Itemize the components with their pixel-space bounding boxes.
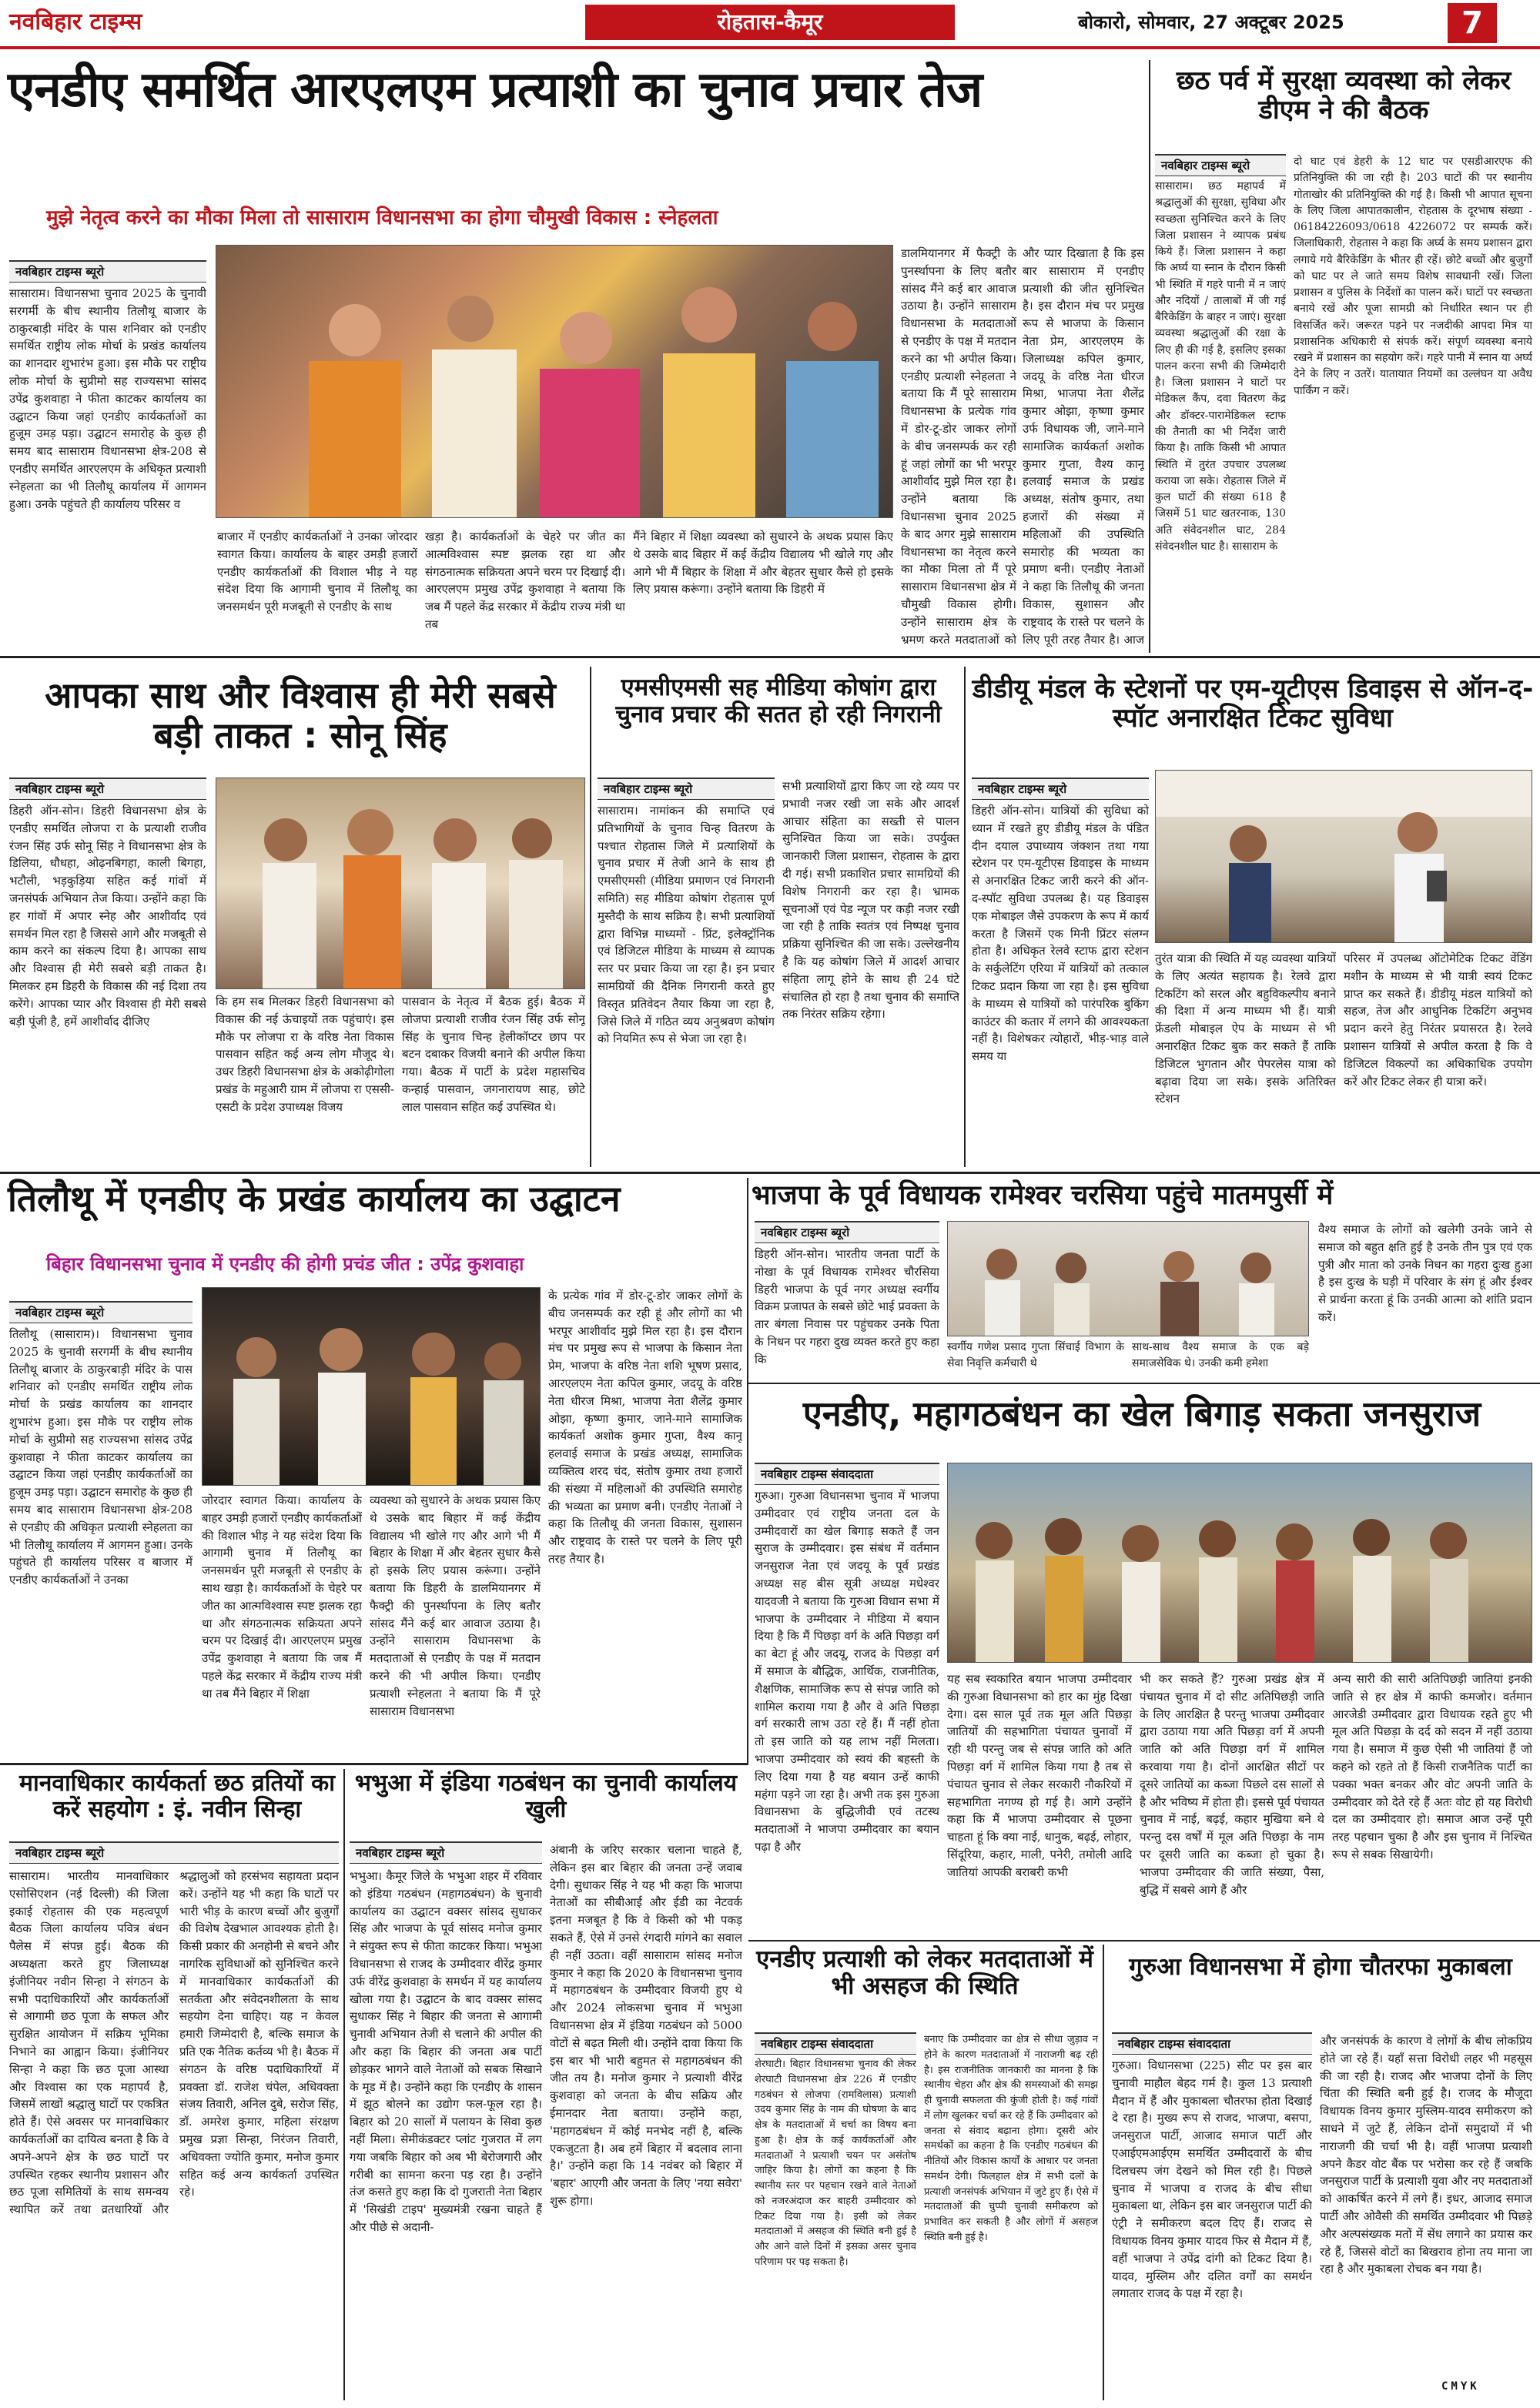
story1-photo — [216, 245, 893, 518]
divider — [590, 667, 591, 1167]
tilauthu-col1: तिलौथू (सासाराम)। विधानसभा चुनाव 2025 के चुनावी सरगर्मी के बीच स्थानीय तिलौथू बाजार के ठाकुरबाड़ी मंदिर के पास शनिवार को एनडीए समर्थित राष्ट्रीय लोक मोर्चा के प्रखंड कार्यालय का शानदार शुभारंभ हुआ। इस मौके पर राष्ट्रीय लोक मोर्चा के सुप्रीमो सह राज्यसभा सांसद उपेंद्र कुशवाहा ने फीता काटकर कार्यालय का उद्घाटन किया जहां एनडीए कार्यकर्ताओं का हुजूम उमड़ पड़ा। उद्घाटन समारोह के कुछ ही समय बाद सासाराम विधानसभा क्षेत्र-208 से एनडीए की अधिकृत प्रत्याशी स्नेहलता का भी तिलौथू कार्यालय में आगमन हुआ। उनके पहुंचते ही कार्यालय परिसर व बाजार में एनडीए कार्यकर्ताओं ने उनका — [9, 1327, 192, 1587]
bhajpa-caption2: साथ-साथ वैश्य समाज के एक बड़े समाजसेविक थे। उनकी कमी हमेशा — [1132, 1341, 1309, 1370]
story1-col1: सासाराम। विधानसभा चुनाव 2025 के चुनावी सरगर्मी के बीच स्थानीय तिलौथू बाजार के ठाकुरबाड़ी मंदिर के पास शनिवार को एनडीए समर्थित राष्ट्रीय लोक मोर्चा के प्रखंड कार्यालय का शानदार शुभारंभ हुआ। इस मौके पर राष्ट्रीय लोक मोर्चा के सुप्रीमो सह राज्यसभा सांसद उपेंद्र कुशवाहा ने फीता काटकर कार्यालय का उद्घाटन किया जहां एनडीए कार्यकर्ताओं का हुजूम उमड़ पड़ा। उद्घाटन समारोह के कुछ ही समय बाद सासाराम विधानसभा क्षेत्र-208 से एनडीए समर्थित आरएलएम के अधिकृत प्रत्याशी स्नेहलता का भी तिलौथू कार्यालय में आगमन हुआ। उनके पहुंचते ही कार्यालय परिसर व — [9, 286, 206, 511]
human-rights-col1: सासाराम। भारतीय मानवाधिकार एसोसिएशन (नई दिल्ली) की जिला इकाई रोहतास की एक महत्वपूर्ण बैठक जिला कार्यालय पवित्र बंधन पैलेस में संपन्न हुई। बैठक की अध्यक्षता करते हुए जिलाध्यक्ष इंजीनियर नवीन सिन्हा ने संगठन के सभी पदाधिकारियों और कार्यकर्ताओं से आगामी छठ पूजा के सफल और सुरक्षित आयोजन में सक्रिय भूमिका निभाने का आह्वान किया। इंजीनियर सिन्हा ने कहा कि छठ पूजा आस्था और विश्वास का एक महापर्व है, जिसमें लाखों श्रद्धालु घाटों पर एकत्रित होते हैं। ऐसे अवसर पर मानवाधिकार कार्यकर्ताओं का दायित्व बनता है कि वे अपने-अपने क्षेत्र के छठ घाटों पर उपस्थित रहकर स्थानीय प्रशासन और छठ पूजा समितियों के साथ समन्वय स्थापित करें तथा व्रतधारियों और श्रद्धालुओं को हरसंभव सहायता प्रदान करें। उन्होंने यह भी कहा कि घाटों पर भारी भीड़ के कारण बच्चों और बुजुर्गों की विशेष देखभाल आवश्यक होती है। किसी प्रकार की अनहोनी से बचने और नागरिक सुविधाओं को सुनिश्चित करने में मानवाधिकार कार्यकर्ताओं की सतर्कता और संवेदनशीलता के साथ सहयोग देना चाहिए। यह न केवल हमारी जिम्मेदारी है, बल्कि समाज के प्रति एक नैतिक कर्तव्य भी है। बैठक में संगठन के वरिष्ठ पदाधिकारियों में प्रवक्ता डॉ. राजेश चंपेल, अधिवक्ता संजय तिवारी, अनिल दुबे, सरोज सिंह, डॉ. अमरेश कुमार, महिला संरक्षण प्रमुख प्रज्ञा सिन्हा, निरंजन तिवारी, अधिवक्ता ज्योति कुमार, मनोज कुमार सहित कई अन्य कार्यकर्ता उपस्थित रहे। — [9, 1869, 339, 2217]
nda-voters-headline: एनडीए प्रत्याशी को लेकर मतदाताओं में भी असहज की स्थिति — [756, 1945, 1093, 2000]
sonu-col1: डिहरी ऑन-सोन। डिहरी विधानसभा क्षेत्र के एनडीए समर्थित लोजपा रा के प्रत्याशी राजीव रंजन सिंह उर्फ सोनू सिंह ने विधानसभा क्षेत्र के डिलिया, धौधहा, ओढ़नबिगहा, काली बिगहा, भटौली, भड़कुड़िया सहित कई गांवों में जनसंपर्क अभियान तेज किया। उन्होंने कहा कि हर गांवों में अपार स्नेह और आशीर्वाद एवं समर्थन मिल रहा है जिससे आगे और मजबूती से काम करने का संकल्प दिया है। आपका साथ और विश्वास ही मेरी सबसे बड़ी ताकत है। मिलकर हम डिहरी के विकास की नई दिशा तय करेंगे। आपका प्यार और विश्वास ही मेरी सबसे बड़ी पूंजी है, हमें आशीर्वाद दीजिए — [9, 804, 206, 1028]
chhath-headline: छठ पर्व में सुरक्षा व्यवस्था को लेकर डीएम ने की बैठक — [1176, 65, 1512, 126]
mcmc-headline: एमसीएमसी सह मीडिया कोषांग द्वारा चुनाव प्रचार की सतत हो रही निगरानी — [615, 674, 942, 728]
story1-subhead: मुझे नेतृत्व करने का मौका मिला तो सासाराम विधानसभा का होगा चौमुखी विकास : स्नेहलता — [46, 206, 718, 229]
bhajpa-caption1: स्वर्गीय गणेश प्रसाद गुप्ता सिंचाई विभाग के सेवा निवृत्ति कर्मचारी थे — [947, 1341, 1124, 1370]
tilauthu-headline: तिलौथू में एनडीए के प्रखंड कार्यालय का उद्घाटन — [8, 1178, 621, 1219]
gurua-col1: गुरुआ। विधानसभा (225) सीट पर इस बार चुनावी माहौल बेहद गर्म है। कुल 13 प्रत्याशी मैदान में हैं और मुकाबला चौतरफा होता दिखाई दे रहा है। मुख्य रूप से राजद, भाजपा, बसपा, जनसुराज पार्टी, आजाद समाज पार्टी और एआईएमआईएम समर्थित उम्मीदवारों के बीच दिलचस्प जंग देखने को मिल रही है। पिछले चुनाव में भाजपा व राजद के बीच सीधा मुकाबला था, लेकिन इस बार जनसुराज पार्टी की एंट्री ने समीकरण बदल दिए हैं। राजद से विधायक विनय कुमार यादव फिर से मैदान में हैं, वहीं भाजपा ने उपेंद्र दांगी को टिकट दिया है। यादव, मुस्लिम और दलित वर्गों का समर्थन लगातार राजद के पक्ष में रहा है। — [1112, 2059, 1312, 2301]
divider — [964, 667, 966, 1167]
jansuraj-photo — [947, 1463, 1532, 1663]
office-inauguration-photo-illustration — [203, 1288, 541, 1486]
ddu-photo — [1155, 770, 1532, 943]
story1-col4: मैंने बिहार में शिक्षा व्यवस्था को सुधारने के अथक प्रयास किए थे उसके बाद बिहार में कई केंद्रीय विद्यालय भी खोले गए और आगे भी मैं बिहार के शिक्षा में और बेहतर सुधार कैसे हो इसके लिए प्रयास करूंगा। उन्होंने बताया कि डिहरी में — [633, 530, 893, 597]
nda-voters-col2: बनाए कि उम्मीदवार का क्षेत्र से सीधा जुड़ाव न होने के कारण मतदाताओं में नाराजगी बढ़ रही है। इस राजनीतिक जानकारी का मानना है कि स्थानीय चेहरा और क्षेत्र की समस्याओं की समझ ही चुनावी सफलता की कुंजी होती है। कई गांवों में लोग खुलकर चर्चा कर रहे हैं कि उम्मीदवार को जनता से संवाद बढ़ाना होगा। दूसरी ओर समर्थकों का कहना है कि एनडीए गठबंधन की नीतियों और विकास कार्यों के आधार पर जनता समर्थन देगी। फिलहाल क्षेत्र में सभी दलों के प्रत्याशी जनसंपर्क अभियान में जुटे हुए हैं। ऐसे में मतदाताओं की चुप्पी चुनावी समीकरण को प्रभावित कर सकती है और लोगों में असहज स्थिति बनी हुई है। — [924, 2034, 1098, 2243]
ddu-headline: डीडीयू मंडल के स्टेशनों पर एम-यूटीएस डिवाइस से ऑन-द-स्पॉट अनारक्षित टिकट सुविधा — [972, 674, 1534, 734]
human-rights-byline: नवबिहार टाइम्स ब्यूरो — [9, 1841, 339, 1864]
divider — [748, 1383, 1540, 1384]
ddu-col3: परिसर में उपलब्ध ऑटोमेटिक टिकट वेंडिंग मशीन के माध्यम से भी यात्री स्वयं टिकट प्राप्त कर सकते हैं। डीडीयू मंडल यात्रियों को सहज, तेज और आधुनिक टिकटिंग अनुभव प्रदान करने हेतु निरंतर प्रयासरत है। रेलवे प्रशासन यात्रियों से अपील करता है कि वे डिजिटल विकल्पों का अधिकाधिक उपयोग करें और टिकट लेकर ही यात्रा करें। — [1344, 951, 1532, 1089]
crowd-photo-illustration — [216, 246, 893, 518]
story1-headline: एनडीए समर्थित आरएलएम प्रत्याशी का चुनाव प्रचार तेज — [8, 62, 983, 119]
mcmc-col2: सभी प्रत्याशियों द्वारा किए जा रहे व्यय पर प्रभावी नजर रखी जा सके और आदर्श आचार संहिता का सख्ती से पालन सुनिश्चित किया जा सके। उपर्युक्त जानकारी जिला प्रशासन, रोहतास के द्वारा दी गई। सभी प्रकाशित प्रचार सामग्रियों की विशेष निगरानी कर रहा है। भ्रामक सूचनाओं एवं पेड न्यूज पर कड़ी नजर रखी जा रही है ताकि स्वतंत्र एवं निष्पक्ष चुनाव प्रक्रिया सुनिश्चित की जा सके। उल्लेखनीय है कि यह कोषांग जिले में आदर्श आचार संहिता लागू होने के साथ ही 24 घंटे संचालित हो रहा है तथा चुनाव की समाप्ति तक निरंतर सक्रिय रहेगा। — [782, 779, 959, 1022]
villagers-photo-illustration — [948, 1463, 1532, 1663]
gurua-col2: और जनसंपर्क के कारण वे लोगों के बीच लोकप्रिय होते जा रहे हैं। यहाँ सत्ता विरोधी लहर भी महसूस की जा रही है। राजद और भाजपा दोनों के लिए चिंता की स्थिति बनी हुई है। राजद के मौजूदा विधायक विनय कुमार मुस्लिम-यादव समीकरण को साधने में जुटे हैं, लेकिन दोनों समुदायों में भी नाराजगी की चर्चा भी है। वहीं भाजपा प्रत्याशी अपने कैडर वोट बैंक पर भरोसा कर रहे हैं जबकि जनसुराज पार्टी के प्रत्याशी युवा और नए मतदाताओं को आकर्षित करने में लगे हैं। इधर, आजाद समाज पार्टी और ओवैसी की समर्थित उम्मीदवार भी पिछड़े और अल्पसंख्यक मतों में सेंध लगाने का प्रयास कर रहे हैं, जिससे वोटों का बिखराव होना तय माना जा रहा है और मुकाबला रोचक बन गया है। — [1320, 2034, 1532, 2276]
rally-photo-illustration — [216, 778, 585, 989]
bhabhua-byline: नवबिहार टाइम्स ब्यूरो — [350, 1841, 542, 1864]
tilauthu-byline: नवबिहार टाइम्स ब्यूरो — [9, 1301, 192, 1323]
dateline: बोकारो, सोमवार, 27 अक्टूबर 2025 — [1078, 12, 1344, 33]
tilauthu-col3: व्यवस्था को सुधारने के अथक प्रयास किए थे उसके बाद बिहार में कई केंद्रीय विद्यालय भी खोले गए और आगे भी मैं बिहार के शिक्षा में और बेहतर सुधार कैसे हो इसके लिए प्रयास करूंगा। उन्होंने बताया कि डिहरी के डालमियानगर में फैक्ट्री की पुनर्स्थापना के लिए बतौर सांसद मैंने कई बार आवाज उठाया है। उन्होंने सासाराम विधानसभा के मतदाताओं से एनडीए के पक्ष में मतदान करने की भी अपील किया। एनडीए प्रत्याशी स्नेहलता ने बताया कि मैं पूरे सासाराम विधानसभा — [370, 1493, 541, 1718]
tilauthu-col4: के प्रत्येक गांव में डोर-टू-डोर जाकर लोगों के बीच जनसम्पर्क कर रही हूं और लोगों का भी भरपूर आशीर्वाद मुझे मिल रहा है। इस दौरान मंच पर प्रमुख रूप से भाजपा के किसान नेता प्रेम, भाजपा के वरिष्ठ नेता शशि भूषण प्रसाद, आरएलएम नेता कपिल कुमार, जदयू के वरिष्ठ नेता धीरज मिश्रा, भाजपा नेता शैलेंद्र कुमार ओझा, कृष्णा कुमार, जाने-माने सामाजिक कार्यकर्ता अशोक कुमार गुप्ता, वैश्य कानू हलवाई समाज के प्रखंड अध्यक्ष, सामाजिक व्यक्तित्व शरद चंद, संतोष कुमार तथा हजारों की संख्या में महिलाओं की उपस्थिति समारोह की भव्यता का प्रमाण बनी। एनडीए नेताओं ने कहा कि तिलौथू की जनता विकास, सुशासन और राष्ट्रवाद के रास्ते पर चलने के लिए पूरी तरह तैयार है। — [548, 1289, 742, 1566]
divider — [747, 1178, 748, 1763]
bhajpa-col2: वैश्य समाज के लोगों को खलेगी उनके जाने से समाज को बहुत क्षति हुई है उनके तीन पुत्र एवं एक पुत्री और माता को उनके निधन का गहरा दुःख हुआ है इस दुःख के घड़ी में परिवार के संग हूं और ईश्वर से प्रार्थना करता हूं कि उनकी आत्मा को शांति प्रदान करें। — [1318, 1222, 1532, 1324]
story1-byline: नवबिहार टाइम्स ब्यूरो — [9, 260, 206, 283]
tilauthu-photo — [202, 1287, 541, 1486]
section-name: रोहतास-कैमूर — [585, 5, 955, 40]
divider — [1149, 60, 1150, 653]
tilauthu-subhead: बिहार विधानसभा चुनाव में एनडीए की होगी प्रचंड जीत : उपेंद्र कुशवाहा — [46, 1253, 524, 1275]
bhabhua-headline: भभुआ में इंडिया गठबंधन का चुनावी कार्यालय खुली — [354, 1770, 738, 1823]
chhath-byline: नवबिहार टाइम्स ब्यूरो — [1155, 154, 1286, 176]
page-number: 7 — [1448, 3, 1497, 43]
registration-marks: CMYK — [1441, 2380, 1480, 2393]
nda-voters-byline: नवबिहार टाइम्स संवाददाता — [755, 2032, 916, 2055]
mcmc-col1: सासाराम। नामांकन की समाप्ति एवं प्रतिभागियों के चुनाव चिन्ह वितरण के पश्चात रोहतास जिले में प्रत्याशियों के चुनाव प्रचार में तेजी आने के साथ ही एमसीएमसी (मीडिया प्रमाणन एवं निगरानी समिति) सह मीडिया कोषांग रोहतास पूर्ण मुस्तैदी के साथ सक्रिय है। सभी प्रत्याशियों द्वारा विभिन्न माध्यमों - प्रिंट, इलेक्ट्रॉनिक एवं डिजिटल मीडिया के माध्यम से व्यापक स्तर पर प्रचार किया जा रहा है। इन प्रचार सामग्रियों की दैनिक निगरानी करते हुए विस्तृत प्रतिवेदन तैयार किया जा रहा है, जिसे जिले में गठित व्यय अनुश्रवण कोषांग को नियमित रूप से भेजा जा रहा है। — [598, 804, 775, 1046]
chhath-col2: दो घाट एवं डेहरी के 12 घाट पर एसडीआरएफ की प्रतिनियुक्ति की जा रही है। 203 घाटों की पर स्थानीय गोताखोर की प्रतिनियुक्ति की गई है। किसी भी आपात सूचना के लिए जिला आपातकालीन, रोहतास के दूरभाष संख्या - 06184226093/0618 4226072 पर सम्पर्क करें। जिलाधिकारी, रोहतास ने कहा कि अर्घ्य के समय प्रशासन द्वारा लगाये गये बैरिकेडिंग के भीतर ही रहें। छोटे बच्चों और बुजुर्गों को घाट पर ले जाते समय विशेष सावधानी रखें। जिला प्रशासन व पुलिस के निर्देशों का पालन करें। घाटों पर स्वच्छता बनाये रखें और पूजा सामग्री को निर्धारित स्थान पर ही विसर्जित करें। जरूरत पड़ने पर नजदीकी आपदा मित्र या प्रशासनिक अधिकारी से संपर्क करें। संपूर्ण व्यवस्था बनाये रखने में प्रशासन का सहयोग करें। गहरे पानी में स्नान या अर्घ्य देने के लिए न उतरें। यातायात नियमों का उल्लंघन या अवैध पार्किंग न करें। — [1294, 156, 1532, 397]
story1-col6-block: और प्यार दिखाता है कि इस बार सासाराम में एनडीए प्रत्याशी की जीत सुनिश्चित है। इस दौरान मंच पर प्रमुख रूप से भाजपा के किसान नेता प्रेम, आरएलएम के जिलाध्यक्ष कपिल कुमार, जदयू के वरिष्ठ नेता धीरज मिश्रा, भाजपा नेता शैलेंद्र कुमार ओझा, कृष्णा कुमार उर्फ विधायक जी, जाने-माने सामाजिक कार्यकर्ता अशोक कुमार गुप्ता, वैश्य कानू हलवाई समाज के प्रखंड अध्यक्ष, संतोष कुमार, तथा हजारों की संख्या में महिलाओं की उपस्थिति समारोह की भव्यता का प्रमाण बनी। एनडीए नेताओं ने कहा कि तिलौथू की जनता विकास, सुशासन और राष्ट्रवाद के रास्ते पर चलने के लिए पूरी तरह तैयार है। आज — [1023, 246, 1144, 647]
ddu-byline: नवबिहार टाइम्स ब्यूरो — [972, 778, 1149, 800]
bhabhua-col1: भभुआ। कैमूर जिले के भभुआ शहर में रविवार को इंडिया गठबंधन (महागठबंधन) के चुनावी कार्यालय का उद्घाटन वक्सर सांसद सुधाकर सिंह और भाजपा के पूर्व सांसद मनोज कुमार ने संयुक्त रूप से फीता काटकर किया। भभुआ विधानसभा से राजद के उम्मीदवार वीरेंद्र कुमार उर्फ वीरेंद्र कुशवाहा के समर्थन में यह कार्यालय खोला गया है। उद्घाटन के बाद वक्सर सांसद सुधाकर सिंह ने बिहार की जनता से आगामी चुनावी अभियान तेजी से चलाने की अपील की और कहा कि बिहार की जनता अब पार्टी छोड़कर भागने वाले नेताओं को सबक सिखाने के मूड में है। उन्होंने कहा कि एनडीए के शासन में झूठ बोलने का उद्योग फल-फूल रहा है। बिहार को 20 सालों में पलायन के सिवा कुछ नहीं मिला। सेमीकंडक्टर प्लांट गुजरात में लग गया जबकि बिहार को अब भी बेरोजगारी और गरीबी का सामना करना पड़ रहा है। उन्होंने तंज कसते हुए कहा कि दो गुजराती नेता बिहार में 'सिखंडी टाइप' मुख्यमंत्री रखना चाहते हैं और पीछे से अदानी- — [350, 1869, 542, 2234]
tilauthu-col2: जोरदार स्वागत किया। कार्यालय के बाहर उमड़ी हजारों एनडीए कार्यकर्ताओं की विशाल भीड़ ने यह संदेश दिया कि आगामी चुनाव में तिलौथू का जनसमर्थन पूरी मजबूती से एनडीए के साथ खड़ा है। कार्यकर्ताओं के चेहरे पर जीत का आत्मविश्वास स्पष्ट झलक रहा था और संगठनात्मक सक्रियता अपने चरम पर दिखाई दी। आरएलएम प्रमुख उपेंद्र कुशवाहा ने बताया कि जब मैं पहले केंद्र सरकार में केंद्रीय राज्य मंत्री था तब मैंने बिहार में शिक्षा — [202, 1493, 362, 1701]
ddu-col1: डिहरी ऑन-सोन। यात्रियों की सुविधा को ध्यान में रखते हुए डीडीयू मंडल के पंडित दीन दयाल उपाध्याय जंक्शन तथा गया स्टेशन पर एम-यूटीएस डिवाइस के माध्यम से अनारक्षित टिकट जारी करने की ऑन-द-स्पॉट सुविधा उपलब्ध है। यह डिवाइस एक मोबाइल जैसे उपकरण के रूप में कार्य करता है जिसमें एक मिनी प्रिंटर संलग्न होता है। अधिकृत रेलवे स्टाफ द्वारा स्टेशन के सर्कुलेटिंग एरिया में यात्रियों को तत्काल टिकट प्रदान किया जा रहा है। इस सुविधा के माध्यम से यात्रियों को पारंपरिक बुकिंग काउंटर की कतार में लगने की आवश्यकता नहीं है। विशेषकर त्योहारों, भीड़-भाड़ वाले समय या — [972, 804, 1149, 1064]
sonu-byline: नवबिहार टाइम्स ब्यूरो — [9, 778, 206, 800]
divider — [1103, 1945, 1104, 2400]
bhajpa-headline: भाजपा के पूर्व विधायक रामेश्वर चरसिया पहुंचे मातमपुर्सी में — [752, 1180, 1334, 1211]
bhajpa-col1: डिहरी ऑन-सोन। भारतीय जनता पार्टी के नोखा के पूर्व विधायक रामेश्वर चौरसिया डिहरी भाजपा के पूर्व नगर अध्यक्ष स्वर्गीय विक्रम प्रजापत के सबसे छोटे भाई प्रवक्ता के तार बंगला निवास पर पहुंचकर उनके पिता के निधन पर गहरा दुख व्यक्त करते हुए कहा कि — [755, 1247, 939, 1366]
jansuraj-col4: अन्य सारी की सारी अतिपिछड़ी जातियां इनकी जाति से हर क्षेत्र में काफी कमजोर। वर्तमान आरजेडी उम्मीदवार द्वारा विधायक रहते हुए भी मूल अति पिछड़ा के दर्द को सदन में नहीं उठाया गया है। समाज में कुछ ऐसी भी जातियां हैं जो कहने को रहते तो हैं किसी राजनैतिक पार्टी का पक्का भक्त बनकर और वोट अपनी जाति के उम्मीदवार को देते रहे हैं अतः वोट हो यह विरोधी दल का उम्मीदवार हो। समाज आज उन्हें पूरी तरह पहचान चुका है और इस चुनाव में निश्चित रूप से सबक सिखायेगी। — [1332, 1672, 1532, 1861]
sonu-photo — [216, 778, 585, 989]
jansuraj-headline: एनडीए, महागठबंधन का खेल बिगाड़ सकता जनसुराज — [802, 1393, 1481, 1434]
chhath-col1: सासाराम। छठ महापर्व में श्रद्धालुओं की सुरक्षा, सुविधा और स्वच्छता सुनिश्चित करने के लिए जिला प्रशासन ने व्यापक प्रबंध किये हैं। जिला प्रशासन ने कहा कि अर्घ्य या स्नान के दौरान किसी भी स्थिति में गहरे पानी में न जाएं और नदियों / तालाबों में जी गई बैरिकेडिंग के बाहर न जाएं। सुरक्षा व्यवस्था श्रद्धालुओं की रक्षा के लिए ही की गई है, इसलिए इसका पालन करना सभी की जिम्मेदारी है। जिला प्रशासन ने घाटों पर मेडिकल कैंप, दवा वितरण केंद्र और डॉक्टर-पारामेडिकल स्टाफ की तैनाती का भी निर्देश जारी किया है। ताकि किसी भी आपात स्थिति में तुरंत उपचार उपलब्ध कराया जा सके। रोहतास जिले में कुल घाटों की संख्या 618 है जिसमें 51 घाट खतरनाक, 130 अति संवेदनशील घाट, 284 संवेदनशील घाट है। सासाराम के — [1155, 180, 1286, 553]
story1-col3: खड़ा है। कार्यकर्ताओं के चेहरे पर जीत का आत्मविश्वास स्पष्ट झलक रहा था और संगठनात्मक सक्रियता अपने चरम पर दिखाई दी। आरएलएम प्रमुख उपेंद्र कुशवाहा ने बताया कि जब मैं पहले केंद्र सरकार में केंद्रीय राज्य मंत्री था तब — [425, 530, 625, 631]
mcmc-byline: नवबिहार टाइम्स ब्यूरो — [598, 778, 775, 800]
ticket-device-photo-illustration — [1156, 771, 1532, 943]
jansuraj-byline: नवबिहार टाइम्स संवाददाता — [755, 1463, 939, 1485]
paper-name: नवबिहार टाइम्स — [9, 8, 142, 35]
divider — [0, 1172, 1540, 1174]
divider — [0, 656, 1540, 658]
story1-col2: बाजार में एनडीए कार्यकर्ताओं ने उनका जोरदार स्वागत किया। कार्यालय के बाहर उमड़ी हजारों एनडीए कार्यकर्ताओं की विशाल भीड़ ने यह संदेश दिया कि आगामी चुनाव में तिलौथू का जनसमर्थन पूरी मजबूती से एनडीए के साथ — [217, 530, 417, 614]
divider — [0, 1763, 748, 1765]
nda-voters-col1: शेरघाटी। बिहार विधानसभा चुनाव की लेकर शेरघाटी विधानसभा क्षेत्र 226 में एनडीए गठबंधन से लोजपा (रामविलास) प्रत्याशी उदय कुमार सिंह के नाम की घोषणा के बाद क्षेत्र के मतदाताओं में चर्चा का विषय बना हुआ है। क्षेत्र के कई कार्यकर्ताओं और मतदाताओं ने प्रत्याशी चयन पर असंतोष जाहिर किया है। लोगों का कहना है कि स्थानीय स्तर पर पहचान रखने वाले नेताओं को नजरअंदाज कर बाहरी उम्मीदवार को टिकट दिया गया है। इसी को लेकर मतदाताओं में असहज की स्थिति बनी हुई है और आने वाले दिनों में इसका असर चुनाव परिणाम पर पड़ सकता है। — [755, 2059, 916, 2268]
story1-col5-block: डालमियानगर में फैक्ट्री के पुनर्स्थापना के लिए बतौर सांसद मैंने कई बार आवाज उठाया है। उन्होंने सासाराम विधानसभा के मतदाताओं से एनडीए के पक्ष में मतदान करने का भी अपील किया। एनडीए प्रत्याशी स्नेहलता ने बताया कि मैं पूरे सासाराम विधानसभा के प्रत्येक गांव में डोर-टू-डोर जाकर लोगों के बीच जनसम्पर्क कर रही हूं जहां लोगों का भी भरपूर आशीर्वाद मुझे मिल रहा है। उन्होंने बताया कि विधानसभा चुनाव 2025 के बाद अगर मुझे सासाराम विधानसभा का नेतृत्व करने का मौका मिला तो मैं पूरे सासाराम विधानसभा क्षेत्र में चौमुखी विकास होगी। उन्होंने सासाराम क्षेत्र के भ्रमण करते मतदाताओं को — [901, 246, 1016, 647]
divider — [748, 1940, 1540, 1941]
gurua-headline: गुरुआ विधानसभा में होगा चौतरफा मुकाबला — [1129, 1953, 1512, 1981]
sonu-headline: आपका साथ और विश्वास ही मेरी सबसे बड़ी ताकत : सोनू सिंह — [45, 674, 556, 756]
sonu-col2: कि हम सब मिलकर डिहरी विधानसभा को विकास की नई ऊंचाइयों तक पहुंचाएं। इस मौके पर लोजपा रा के वरिष्ठ नेता विकास पासवान सहित कई अन्य लोग मौजूद थे। उधर डिहरी विधानसभा क्षेत्र के अकोढ़ीगोला प्रखंड के महुआरी ग्राम में लोजपा रा एससी-एसटी के प्रदेश उपाध्यक्ष विजय — [216, 995, 394, 1114]
sonu-col3: पासवान के नेतृत्व में बैठक हुई। बैठक में लोजपा प्रत्याशी राजीव रंजन सिंह उर्फ सोनू सिंह के चुनाव चिन्ह हेलीकॉप्टर छाप पर बटन दबाकर विजयी बनाने की अपील किया गया। बैठक में पार्टी के प्रदेश महासचिव कन्हाई पासवान, जगनारायण साह, छोटे लाल पासवान सहित कई उपस्थित थे। — [402, 995, 585, 1114]
gurua-byline: नवबिहार टाइम्स संवाददाता — [1112, 2032, 1312, 2055]
jansuraj-col2: यह सब स्वकारित बयान भाजपा उम्मीदवार की गुरुआ विधानसभा को हार का मुंह दिखा देगा। दस साल पूर्व तक मूल अति पिछड़ा जातियों की सहभागिता पंचायत चुनावों में रही थी परन्तु जब से संपन्न जाति को अति पिछड़ा वर्ग में शामिल किया गया है तब से पंचायत चुनाव से लेकर सरकारी नौकरियों में सहभागिता नगण्य हो गई है। आगे उन्होंने कहा कि मैं भाजपा उम्मीदवार से पूछना चाहता हूं कि क्या नाई, धानुक, बढ़ई, लोहार, सिंदूरिया, कहार, माली, पनेरी, तमोली आदि जातियां आपकी बराबरी कभी — [947, 1672, 1132, 1879]
bhabhua-col2: अंबानी के जरिए सरकार चलाना चाहते हैं, लेकिन इस बार बिहार की जनता उन्हें जवाब देगी। सुधाकर सिंह ने यह भी कहा कि भाजपा नेताओं का सीबीआई और ईडी का नेटवर्क इतना मजबूत है कि वे किसी को भी पकड़ सकते हैं, ऐसे में उनसे रंगदारी मांगने का सवाल ही नहीं उठता। वहीं सासाराम सांसद मनोज कुमार ने कहा कि 2020 के विधानसभा चुनाव में महागठबंधन के उम्मीदवार विजयी हुए थे और 2024 लोकसभा चुनाव में भभुआ विधानसभा क्षेत्र में इंडिया गठबंधन को 5000 वोटों से बढ़त मिली थी। उन्होंने दावा किया कि इस बार भी भारी बहुमत से महागठबंधन की जीत तय है। मनोज कुमार ने प्रत्याशी वीरेंद्र कुशवाहा को जनता के बीच सक्रिय और ईमानदार नेता बताया। उन्होंने कहा, 'महागठबंधन में कोई मनभेद नहीं है, बल्कि एकजुटता है। अब हमें बिहार में बदलाव लाना है।' उन्होंने कहा कि 14 नवंबर को बिहार में 'बहार' आएगी और जनता के लिए 'नया सवेरा' शुरू होगा। — [550, 1843, 742, 2208]
jansuraj-col3: भी कर सकते हैं? गुरुआ प्रखंड क्षेत्र में पंचायत चुनाव में दो सीट अतिपिछड़ी जाति के लिए आरक्षित है परन्तु भाजपा उम्मीदवार द्वारा उठाया गया अति पिछड़ा वर्ग में अपनी जाति को अति पिछड़ा वर्ग में शामिल करवाया गया है। दोनों आरक्षित सीटों पर दूसरे जातियों का कब्जा पिछले दस सालों से है और भविष्य में होता ही। इससे पूर्व पंचायत चुनाव में नाई, बढ़ई, कहार मुखिया बने थे परन्तु दस वर्षों में मूल अति पिछड़ा के नाम पर दूसरी जाति का कब्जा हो चुका है। भाजपा उम्मीदवार की जाति संख्या, पैसा, बुद्धि में सबसे आगे हैं और — [1140, 1672, 1324, 1897]
bhajpa-byline: नवबिहार टाइम्स ब्यूरो — [755, 1221, 939, 1243]
ddu-col2: तुरंत यात्रा की स्थिति में यह व्यवस्था यात्रियों के लिए अत्यंत सहायक है। रेलवे द्वारा टिकटिंग को सरल और बहुविकल्पीय बनाने की दिशा में अन्य माध्यम भी हैं। यात्री फ्रेंडली मोबाइल ऐप के माध्यम से भी अनारक्षित टिकट बुक कर सकते हैं ताकि डिजिटल भुगतान और पेपरलेस यात्रा को बढ़ावा दिया जा सके। इसके अतिरिक्त स्टेशन — [1155, 951, 1336, 1106]
jansuraj-col1: गुरुआ। गुरुआ विधानसभा चुनाव में भाजपा उम्मीदवार एवं राष्ट्रीय जनता दल के उम्मीदवारों का खेल बिगाड़ सकते हैं जन सुराज के उम्मीदवार। इस संबंध में वर्तमान जनसुराज नेता एवं जदयू के पूर्व प्रखंड अध्यक्ष सह बीस सूत्री अध्यक्ष मधेश्वर यादवजी ने बताया कि गुरुआ विधान सभा में भाजपा के उम्मीदवार ने मीडिया में बयान दिया है कि मैं पिछड़ा वर्ग के अति पिछड़ा वर्ग का बेटा हूं और जदयू, राजद के पिछड़ा वर्ग में समाज के बौद्धिक, आर्थिक, राजनीतिक, शैक्षणिक, सामाजिक रूप से संपन्न जाति को शामिल कराया गया है और वे अति पिछड़ा वर्ग सरकारी लाभ उठा रहे हैं। मैं नहीं होता तो इस जाति को यह लाभ नहीं मिलता। भाजपा उम्मीदवार को स्वयं की बहस्ती के लिए दिया गया है यह बयान उन्हें काफी महंगा पड़ने जा रहा है। अभी तक इस गुरुआ विधानसभा के बुद्धिजीवी एवं तटस्थ मतदाताओं ने भाजपा उम्मीदवार का बयान पढ़ा है और — [755, 1489, 939, 1854]
human-rights-headline: मानवाधिकार कार्यकर्ता छठ व्रतियों का करें सहयोग : इं. नवीन सिन्हा — [19, 1770, 335, 1823]
divider — [343, 1769, 345, 2400]
condolence-photo-illustration — [948, 1222, 1309, 1336]
bhajpa-photo — [947, 1221, 1309, 1336]
